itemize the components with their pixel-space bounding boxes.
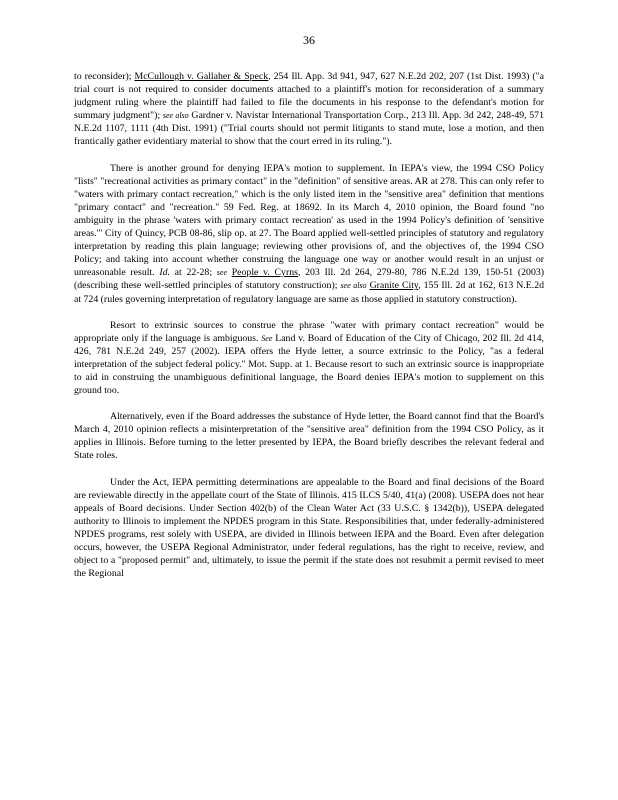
document-body (74, 70, 544, 593)
paragraph-1 (74, 70, 544, 149)
paragraph-1-text-3: Gardner v. Navistar International Transportation Corp., 213 Ill. App. 3d 242, 248-49, 571 N.E.2d 1107, 1111 (4th Dist. 1991) ("Trial courts should not permit litigants to stand mute, lose a motion, and then frantically gather evidentiary material to show that the court erred in its ruling."). (74, 110, 544, 148)
paragraph-5-text-1: Under the Act, IEPA permitting determinations are appealable to the Board and final decisions of the Board are reviewable directly in the appellate court of the State of Illinois. 415 ILCS 5/40, 41(a) (2008). USEPA does not hear appeals of Board decisions. Under Section 402(b) of the Clean Water Act (33 U.S.C. § 1342(b)), USEPA delegated authority to Illinois to implement the NPDES program in this State. Responsibilities that, under federally-administered NPDES programs, rest solely with USEPA, are divided in Illinois between IEPA and the Board. Even after delegation occurs, however, the USEPA Regional Administrator, under federal regulations, has the right to receive, review, and object to a "proposed permit" and, ultimately, to issue the permit if the state does not resubmit a permit revised to meet the Regional (74, 476, 544, 580)
paragraph-3-text-1: Resort to extrinsic sources to construe the phrase "water with primary contact recreation" would be appropriate only if the language is ambiguous. (74, 319, 544, 344)
signal-see: see (216, 268, 227, 278)
signal-see-also: see also (340, 281, 367, 291)
paragraph-3 (74, 319, 544, 398)
case-citation-mccullough: McCullough v. Gallaher & Speck (134, 71, 269, 82)
signal-id: Id. (159, 267, 170, 279)
paragraph-4-text-1: Alternatively, even if the Board addresses the substance of Hyde letter, the Board cannot find that the Board's March 4, 2010 opinion reflects a misinterpretation of the "sensitive area" definition from the 1994 CSO Policy, as it applies in Illinois. Before turning to the letter presented by IEPA, the Board briefly describes the relevant federal and State roles. (74, 411, 544, 462)
paragraph-2-text-1: There is another ground for denying IEPA's motion to supplement. In IEPA's view, the 1994 CSO Policy "lists" "recreational activities as primary contact" in the "definition" of sensitive areas. AR at 278. This can only refer to "waters with primary contact recreation," which is the only listed item in the "sensitive area" definition that mentions "primary contact" and "recreation." 59 Fed. Reg. at 18692. In its March 4, 2010 opinion, the Board found "no ambiguity in the phrase 'waters with primary contact recreation' as used in the 1994 Policy's definition of 'sensitive areas.'" City of Quincy, PCB 08-86, slip op. at 27. The Board applied well-settled principles of statutory and regulatory interpretation by reading this plain language; reviewing other provisions of, and the objectives of, the 1994 CSO Policy; and taking into account whether construing the language one way or another would result in an unjust or unreasonable result. (74, 162, 544, 279)
paragraph-2-text-4: , 203 Ill. 2d 264, 279-80, 786 N.E.2d 139, 150-51 (2003) (describing these well-settled principles of statutory construction); (74, 267, 545, 292)
paragraph-4 (74, 410, 544, 462)
signal-see: See (261, 333, 273, 343)
signal-see-also: see also (162, 111, 189, 121)
paragraph-2-text-6: , 155 Ill. 2d at 162, 613 N.E.2d at 724 (rules governing interpretation of regulatory language are same as those applied in statutory construction). (74, 280, 544, 305)
paragraph-2-text-2: at 22-28; (169, 267, 217, 279)
paragraph-1-text-2: , 254 Ill. App. 3d 941, 947, 627 N.E.2d 202, 207 (1st Dist. 1993) ("a trial court is not required to consider documents attached to a plaintiff's motion for reconsideration of a summary judgment ruling where the plaintiff had failed to file the documents in his response to the defendant's motion for summary judgment"); (74, 71, 545, 122)
case-citation-granite-city: Granite City (369, 280, 419, 292)
paragraph-3-text-2: Land v. Board of Education of the City of Chicago, 202 Ill. 2d 414, 426, 781 N.E.2d 249, 257 (2002). IEPA offers the Hyde letter, a source extrinsic to the Policy, "as a federal interpretation of the subject federal policy." Mot. Supp. at 1. Because resort to such an extrinsic source is inappropriate to aid in construing the unambiguous definitional language, the Board denies IEPA's motion to supplement on this ground too. (74, 332, 544, 397)
paragraph-1-text-1: to reconsider); (74, 71, 135, 82)
case-citation-people-v-cyrns: People v. Cyrns (231, 267, 298, 279)
page-number: 36 (303, 33, 315, 47)
paragraph-2 (74, 162, 544, 306)
paragraph-5 (74, 476, 544, 581)
